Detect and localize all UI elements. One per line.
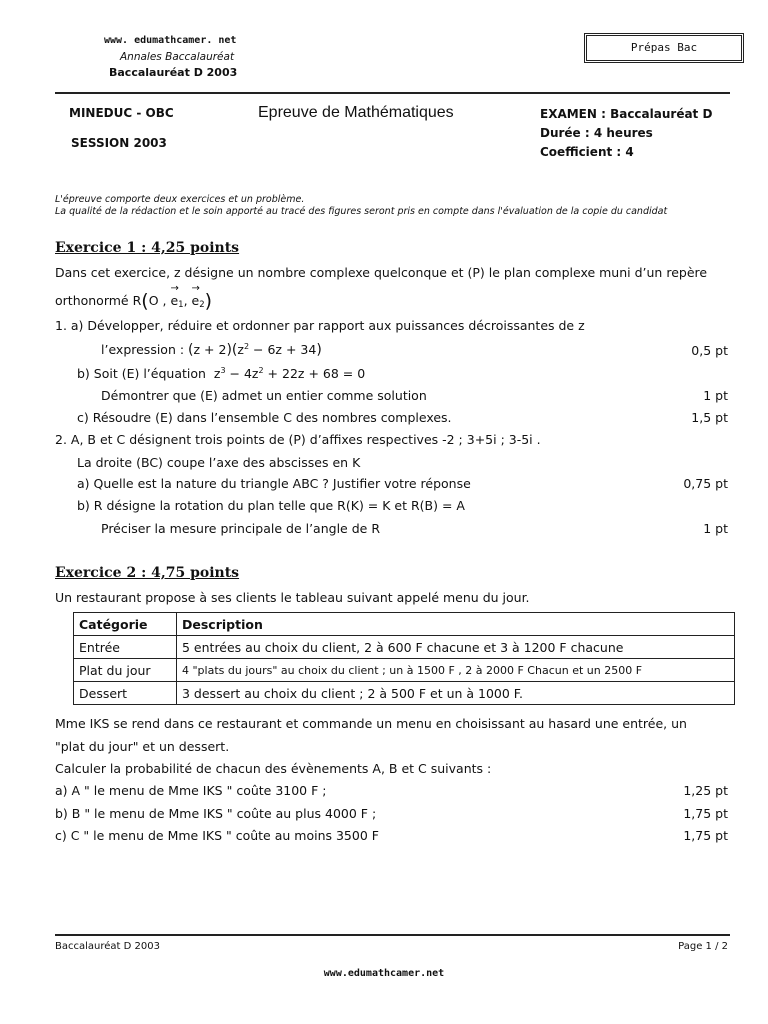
ex1-paragraph-1: Dans cet exercice, z désigne un nombre complexe quelconque et (P) le plan complexe muni d’un repère — [55, 265, 708, 280]
table-row — [74, 682, 735, 705]
ex1-q1a-points: 0,5 pt — [691, 343, 728, 358]
ex1-q2-intro: La droite (BC) coupe l’axe des abscisses en K — [77, 455, 361, 470]
ex1-q2a: a) Quelle est la nature du triangle ABC ? Justifier votre réponse — [77, 476, 471, 491]
bac-title: Baccalauréat D 2003 — [109, 66, 238, 79]
session-label: SESSION 2003 — [71, 136, 167, 150]
ex1-q1a: 1. a) Développer, réduire et ordonner par rapport aux puissances décroissantes de z — [55, 318, 585, 333]
table-header-cell: Catégorie — [74, 613, 177, 636]
ex2-qc: c) C " le menu de Mme IKS " coûte au moins 3500 F — [55, 828, 379, 843]
ex2-qb-points: 1,75 pt — [683, 806, 728, 821]
ex2-qc-points: 1,75 pt — [683, 828, 728, 843]
site-url-header: www. edumathcamer. net — [104, 35, 237, 46]
ex1-q1b: b) Soit (E) l’équation — [77, 366, 206, 381]
table-header-cell: Description — [177, 613, 735, 636]
table-cell: 4 "plats du jours" au choix du client ; un à 1500 F , 2 à 2000 F Chacun et un 2500 F — [177, 659, 735, 682]
ex1-q2b: b) R désigne la rotation du plan telle que R(K) = K et R(B) = A — [77, 498, 465, 513]
ex1-q2b-points: 1 pt — [703, 521, 728, 536]
ex1-repere-line: orthonormé R(O , → $e_1$, → $e_2$) — [55, 290, 212, 312]
page-title: Epreuve de Mathématiques — [258, 104, 454, 121]
ministry-label: MINEDUC - OBC — [69, 106, 174, 120]
footer-divider — [55, 934, 730, 936]
table-cell: Plat du jour — [74, 659, 177, 682]
table-header-row — [74, 613, 735, 636]
menu-table — [73, 612, 735, 705]
ex2-qb: b) B " le menu de Mme IKS " coûte au plus 4000 F ; — [55, 806, 377, 821]
intro-line-1: L'épreuve comporte deux exercices et un problème. — [55, 194, 305, 205]
header-divider — [55, 92, 730, 94]
ex2-paragraph-4: Calculer la probabilité de chacun des évènements A, B et C suivants : — [55, 761, 492, 776]
ex1-q2: 2. A, B et C désignent trois points de (P) d’affixes respectives -2 ; 3+5i ; 3-5i . — [55, 432, 541, 447]
ex1-paragraph-2: orthonormé R — [55, 293, 142, 308]
ex1-q1b-points: 1 pt — [703, 388, 728, 403]
coefficient-label: Coefficient : 4 — [540, 145, 634, 159]
ex2-paragraph-2: Mme IKS se rend dans ce restaurant et commande un menu en choisissant au hasard une entrée, un — [55, 716, 687, 731]
ex1-q1b-2: Démontrer que (E) admet un entier comme solution — [101, 388, 427, 403]
ex2-qa: a) A " le menu de Mme IKS " coûte 3100 F ; — [55, 783, 327, 798]
intro-line-2: La qualité de la rédaction et le soin apporté au tracé des figures seront pris en compte dans l'évaluation de la copie du candidat — [55, 206, 668, 217]
table-row — [74, 636, 735, 659]
table-cell: 3 dessert au choix du client ; 2 à 500 F et un à 1000 F. — [177, 682, 735, 705]
table-cell: 5 entrées au choix du client, 2 à 600 F chacune et 3 à 1200 F chacune — [177, 636, 735, 659]
ex1-q1b-line: b) Soit (E) l’équation $z^3 - 4z^2 + 22z + 68 = 0$ — [77, 366, 366, 381]
table-cell: Entrée — [74, 636, 177, 659]
ex2-paragraph-1: Un restaurant propose à ses clients le tableau suivant appelé menu du jour. — [55, 590, 530, 605]
table-cell: Dessert — [74, 682, 177, 705]
ex1-q1a-expression-line: l’expression : $(z + 2)(z^2 - 6z + 34)$ — [101, 342, 322, 358]
exam-label: EXAMEN : Baccalauréat D — [540, 107, 713, 121]
footer-title: Baccalauréat D 2003 — [55, 941, 160, 952]
ex1-q1a-expression-label: l’expression : — [101, 342, 185, 357]
exercise-2-title: Exercice 2 : 4,75 points — [55, 565, 240, 581]
duration-label: Durée : 4 heures — [540, 126, 653, 140]
annales-label: Annales Baccalauréat — [120, 51, 235, 63]
ex1-q1c: c) Résoudre (E) dans l’ensemble C des nombres complexes. — [77, 410, 452, 425]
prepas-bac-badge: Prépas Bac — [584, 33, 744, 63]
ex2-paragraph-3: "plat du jour" et un dessert. — [55, 739, 230, 754]
ex1-q2b-2: Préciser la mesure principale de l’angle de R — [101, 521, 380, 536]
ex1-q1c-points: 1,5 pt — [691, 410, 728, 425]
footer-url: www.edumathcamer.net — [323, 968, 445, 979]
exercise-1-title: Exercice 1 : 4,25 points — [55, 240, 240, 256]
page-number: Page 1 / 2 — [678, 941, 728, 952]
ex2-qa-points: 1,25 pt — [683, 783, 728, 798]
table-row — [74, 659, 735, 682]
ex1-q2a-points: 0,75 pt — [683, 476, 728, 491]
